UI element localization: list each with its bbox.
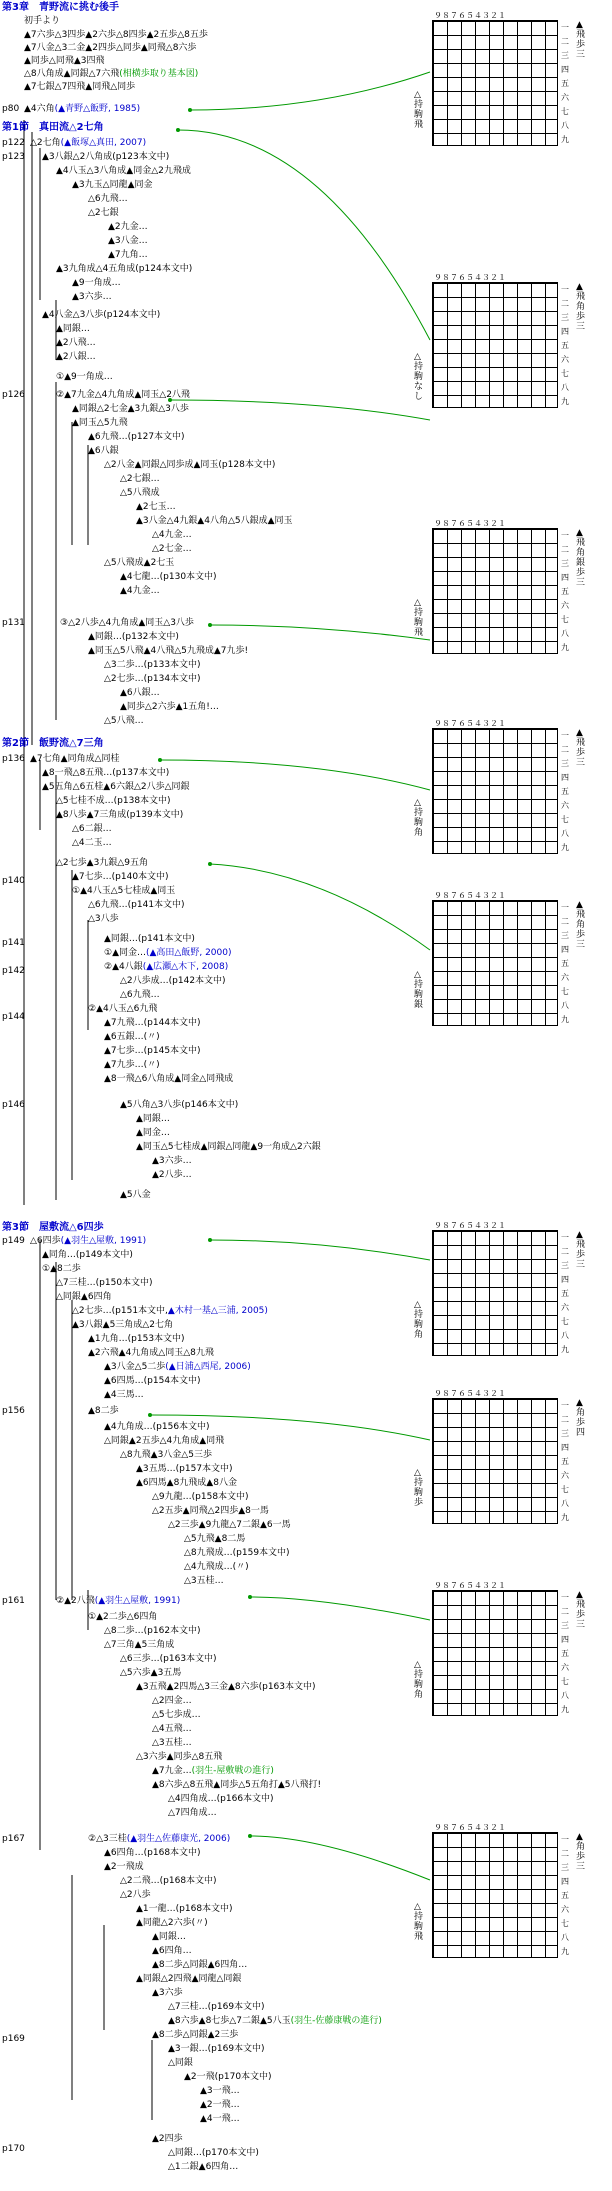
board-row-labels: 一二三四五六七八九 — [561, 903, 569, 1024]
move-line: ▲1九角…(p153本文中) — [88, 1334, 185, 1344]
move-line: ▲7七銀△7四飛▲同飛△同歩 — [24, 82, 136, 92]
move-text: ②▲4八銀 — [104, 962, 143, 972]
shogi-board — [414, 518, 592, 658]
move-line: △6九飛…(p141本文中) — [88, 900, 185, 910]
move-line: △6九飛… — [88, 194, 128, 204]
shogi-board — [414, 718, 592, 858]
move-line: △3五桂… — [184, 1576, 224, 1586]
move-line: ▲7九歩…(〃) — [104, 1060, 160, 1070]
annotation: (羽生-屋敷戦の進行) — [191, 1766, 274, 1776]
sente-hand: ▲飛歩三 — [576, 20, 586, 60]
shogi-board — [414, 890, 592, 1030]
gote-hand: △持駒 飛 — [414, 90, 424, 130]
board-row-labels: 一二三四五六七八九 — [561, 1593, 569, 1714]
move-line — [24, 69, 198, 80]
move-line — [24, 104, 140, 115]
move-line: ▲3一銀…(p169本文中) — [168, 2044, 265, 2054]
board-row-labels: 一二三四五六七八九 — [561, 1835, 569, 1956]
board-column-labels: ９８７６５４３２１ — [434, 719, 506, 728]
move-line: △5八飛… — [104, 716, 144, 726]
move-line: ▲2一飛… — [200, 2100, 240, 2110]
board-row-labels: 一二三四五六七八九 — [561, 531, 569, 652]
move-line: ①▲4八玉△5七桂成▲同玉 — [72, 886, 176, 896]
gote-hand: △持駒 角 — [414, 1660, 424, 1700]
annotation: (羽生-佐藤康戦の進行) — [290, 2016, 382, 2026]
move-line: ▲4九角成…(p156本文中) — [104, 1422, 210, 1432]
move-line: ▲同銀… — [56, 324, 90, 334]
gote-hand: △持駒 角 — [414, 1300, 424, 1340]
move-line — [152, 1766, 274, 1777]
move-line: ▲5八金 — [120, 1190, 151, 1200]
gote-hand: △持駒 歩 — [414, 1468, 424, 1508]
move-line: ▲7八金△3二金▲2四歩△同歩▲同飛△8六歩 — [24, 43, 197, 53]
move-line: △3八歩 — [88, 914, 119, 924]
move-line: ▲同金… — [136, 1128, 170, 1138]
move-text: ▲3八金△5二歩 — [104, 1362, 166, 1372]
move-line: ▲8八歩▲7三角成(p139本文中) — [56, 810, 184, 820]
move-line: ▲5八角△3八歩(p146本文中) — [120, 1100, 239, 1110]
move-line: ▲8二歩△同銀▲6四角… — [152, 1960, 248, 1970]
move-line: ▲同玉△5八飛▲4八飛△5九飛成▲7九歩! — [88, 646, 249, 656]
page-ref: p123 — [2, 152, 25, 162]
move-line: ▲3六歩… — [152, 1156, 192, 1166]
game-ref: (▲広瀬△木下, 2008) — [142, 962, 229, 972]
page-ref: p169 — [2, 2034, 25, 2044]
board-grid — [432, 282, 558, 408]
move-line: ▲同角…(p149本文中) — [42, 1250, 133, 1260]
move-line: ▲7九角… — [108, 250, 148, 260]
move-line: △4五飛… — [152, 1724, 192, 1734]
move-line: ▲3九角成△4五角成(p124本文中) — [56, 264, 193, 274]
move-line: △2八金▲同銀△同歩成▲同玉(p128本文中) — [104, 460, 276, 470]
move-line: ▲2七玉… — [136, 502, 176, 512]
move-line: ▲6四角… — [152, 1946, 192, 1956]
page-ref: p161 — [2, 1596, 25, 1606]
move-line: △5九飛▲8二馬 — [184, 1534, 246, 1544]
move-line: △9九龍…(p158本文中) — [152, 1492, 249, 1502]
move-line: △8九飛成…(p159本文中) — [184, 1548, 290, 1558]
move-line: △2七歩▲3九銀△9五角 — [56, 858, 148, 868]
gote-hand: △持駒 角 — [414, 798, 424, 838]
move-line: △2七銀 — [88, 208, 119, 218]
move-line — [56, 1596, 180, 1607]
board-column-labels: ９８７６５４３２１ — [434, 519, 506, 528]
move-line: △6二銀… — [72, 824, 112, 834]
move-line: ▲3五飛▲2四馬△3三金▲8六歩(p163本文中) — [136, 1682, 316, 1692]
move-line: ▲2八銀… — [56, 352, 96, 362]
move-line: △5七桂不成…(p138本文中) — [56, 796, 171, 806]
move-line: △7三角▲5三角成 — [104, 1640, 175, 1650]
move-line: ▲同銀△2四飛▲同龍△同銀 — [136, 1974, 242, 1984]
move-line: △4四角成…(p166本文中) — [168, 1794, 274, 1804]
page-ref: p170 — [2, 2144, 25, 2154]
move-line: ▲4七龍…(p130本文中) — [120, 572, 217, 582]
move-line: ▲6八銀… — [120, 688, 160, 698]
section-title-2: 第2節 飯野流△7三角 — [2, 738, 104, 749]
board-grid — [432, 1398, 558, 1524]
move-line: △2三歩▲9九龍△7二銀▲6一馬 — [168, 1520, 291, 1530]
move-line: △5六歩▲3五馬 — [120, 1668, 182, 1678]
move-line: ▲2一飛(p170本文中) — [184, 2072, 272, 2082]
move-line: △7四角成… — [168, 1808, 217, 1818]
move-line: ▲8六歩△8五飛▲同歩△5五角打▲5八飛打! — [152, 1780, 322, 1790]
move-line: △2二飛…(p168本文中) — [120, 1876, 217, 1886]
move-line: ②▲7九金△4九角成▲同玉△2八飛 — [56, 390, 190, 400]
move-line: ①▲8二歩 — [42, 1264, 81, 1274]
move-line: ▲同銀△2七金▲3九銀△3八歩 — [72, 404, 189, 414]
board-column-labels: ９８７６５４３２１ — [434, 1389, 506, 1398]
move-line — [30, 1236, 146, 1247]
move-line: ▲8一飛△8五飛…(p137本文中) — [42, 768, 170, 778]
sente-hand: ▲飛角歩三 — [576, 282, 586, 332]
move-line: ▲同銀… — [152, 1932, 186, 1942]
move-line: △6九飛… — [120, 990, 160, 1000]
move-line — [30, 138, 146, 149]
move-line: ▲同歩△2六歩▲1五角!… — [120, 702, 219, 712]
move-line: ▲8二歩 — [88, 1406, 119, 1416]
move-line: ①▲2二歩△6四角 — [88, 1612, 158, 1622]
gote-hand: △持駒 銀 — [414, 970, 424, 1010]
move-line: ▲8二歩△同銀▲2三歩 — [152, 2030, 239, 2040]
move-line: ▲2六飛▲4九角成△同玉△8九飛 — [88, 1348, 214, 1358]
move-line: △7三桂…(p150本文中) — [56, 1278, 153, 1288]
move-line: ▲6四角…(p168本文中) — [104, 1848, 201, 1858]
board-column-labels: ９８７６５４３２１ — [434, 1581, 506, 1590]
move-line: ①▲9一角成… — [56, 372, 113, 382]
move-line: △7三桂…(p169本文中) — [168, 2002, 265, 2012]
move-text: △6四歩 — [30, 1236, 61, 1246]
section-title-3: 第3節 屋敷流△6四歩 — [2, 1222, 104, 1233]
move-line: △4二玉… — [72, 838, 112, 848]
game-ref: ▲木村一基△三浦, 2005) — [167, 1306, 268, 1316]
shogi-board — [414, 272, 592, 412]
move-text: ②▲2八飛 — [56, 1596, 95, 1606]
board-grid — [432, 20, 558, 146]
move-line: ③△2八歩△4九角成▲同玉△3八歩 — [60, 618, 194, 628]
move-line: ▲6四馬…(p154本文中) — [104, 1376, 201, 1386]
move-line — [104, 962, 228, 973]
move-line: △同銀▲2五歩△4九角成▲同飛 — [104, 1436, 225, 1446]
move-line: ▲7七歩…(p140本文中) — [72, 872, 169, 882]
move-line: ▲2八飛… — [56, 338, 96, 348]
shogi-board — [414, 1822, 592, 1962]
sente-hand: ▲飛角銀歩三 — [576, 528, 586, 588]
move-line: 初手より — [24, 16, 61, 26]
move-line: △2七歩…(p134本文中) — [104, 674, 201, 684]
sente-hand: ▲飛角歩三 — [576, 900, 586, 950]
move-line: ▲2八歩… — [152, 1170, 192, 1180]
sente-hand: ▲角歩四 — [576, 1398, 586, 1438]
move-line: ▲同玉△5九飛 — [72, 418, 128, 428]
shogi-board — [414, 1580, 592, 1720]
move-line: △3五桂… — [152, 1738, 192, 1748]
sente-hand: ▲飛歩三 — [576, 1230, 586, 1270]
board-row-labels: 一二三四五六七八九 — [561, 1233, 569, 1354]
shogi-board — [414, 1388, 592, 1528]
move-line: △6三歩…(p163本文中) — [120, 1654, 217, 1664]
move-line: ▲8一飛△6八角成▲同金△同飛成 — [104, 1074, 234, 1084]
move-line: ▲2四歩 — [152, 2134, 183, 2144]
board-row-labels: 一二三四五六七八九 — [561, 23, 569, 144]
move-line: ②▲4八玉△6九飛 — [88, 1004, 158, 1014]
move-line: △1二銀▲6四角… — [168, 2162, 239, 2172]
move-line: ▲3五馬…(p157本文中) — [136, 1464, 233, 1474]
move-line: △2七金… — [152, 544, 192, 554]
move-line: ▲3八銀△2八角成(p123本文中) — [42, 152, 170, 162]
page-ref: p156 — [2, 1406, 25, 1416]
move-text: △2七角 — [30, 138, 61, 148]
move-line: △5七歩成… — [152, 1710, 201, 1720]
shogi-board — [414, 10, 592, 150]
move-line: ▲同銀… — [136, 1114, 170, 1124]
move-text: ▲7九金… — [152, 1766, 192, 1776]
move-line: ▲同銀…(p132本文中) — [88, 632, 179, 642]
board-column-labels: ９８７６５４３２１ — [434, 1823, 506, 1832]
move-line: △3二歩…(p133本文中) — [104, 660, 201, 670]
shogi-board — [414, 1220, 592, 1360]
page-ref: p131 — [2, 618, 25, 628]
game-ref: (▲日浦△西尾, 2006) — [165, 1362, 251, 1372]
game-ref: (▲羽生△佐藤康光, 2006) — [126, 1834, 231, 1844]
move-line — [168, 2016, 382, 2027]
move-line: △4九金… — [152, 530, 192, 540]
game-ref: (▲飯塚△真田, 2007) — [60, 138, 147, 148]
move-line: ▲同玉△5七桂成▲同銀△同龍▲9一角成△2六銀 — [136, 1142, 321, 1152]
move-line: △8二歩…(p162本文中) — [104, 1626, 201, 1636]
move-line: ▲7七角▲同角成△同桂 — [30, 754, 120, 764]
move-line: ▲2九金… — [108, 222, 148, 232]
move-line: △4九飛成…(〃) — [184, 1562, 249, 1572]
sente-hand: ▲飛歩三 — [576, 728, 586, 768]
move-line: △5八飛成 — [120, 488, 160, 498]
move-line: △同銀…(p170本文中) — [168, 2148, 259, 2158]
move-text: △8八角成▲同銀△7六飛 — [24, 69, 120, 79]
game-ref: (▲青野△飯野, 1985) — [54, 104, 141, 114]
move-line: ▲同歩△同飛▲3四飛 — [24, 56, 105, 66]
game-ref: (▲羽生△屋敷, 1991) — [60, 1236, 147, 1246]
move-line: ▲5五角△6五桂▲6六銀△2八歩△同銀 — [42, 782, 190, 792]
board-row-labels: 一二三四五六七八九 — [561, 285, 569, 406]
move-line: ▲同銀…(p141本文中) — [104, 934, 195, 944]
board-column-labels: ９８７６５４３２１ — [434, 1221, 506, 1230]
board-grid — [432, 1590, 558, 1716]
move-line — [88, 1834, 230, 1845]
move-line: ▲3八金△4九銀▲4八角△5八銀成▲同玉 — [136, 516, 293, 526]
game-ref: (▲高田△飯野, 2000) — [146, 948, 232, 958]
move-line: △8九飛▲3八金△5三歩 — [120, 1450, 212, 1460]
board-grid — [432, 1832, 558, 1958]
move-line: ▲3六歩… — [72, 292, 112, 302]
move-line: ▲9一角成… — [72, 278, 121, 288]
sente-hand: ▲角歩三 — [576, 1832, 586, 1872]
game-ref: (▲羽生△屋敷, 1991) — [94, 1596, 181, 1606]
gote-hand: △持駒 なし — [414, 352, 424, 402]
sente-hand: ▲飛歩三 — [576, 1590, 586, 1630]
move-line: ▲4一飛… — [200, 2114, 240, 2124]
page-ref: p167 — [2, 1834, 25, 1844]
board-grid — [432, 1230, 558, 1356]
page-ref: p141 — [2, 938, 25, 948]
move-line: ▲7七歩…(p145本文中) — [104, 1046, 201, 1056]
move-line: ▲3八金… — [108, 236, 148, 246]
move-text: ▲4六角 — [24, 104, 55, 114]
board-column-labels: ９８７６５４３２１ — [434, 11, 506, 20]
board-row-labels: 一二三四五六七八九 — [561, 1401, 569, 1522]
move-line — [104, 948, 232, 959]
annotation: (相横歩取り基本図) — [119, 69, 199, 79]
move-line — [72, 1306, 268, 1317]
board-grid — [432, 728, 558, 854]
move-line: ▲6九飛…(p127本文中) — [88, 432, 185, 442]
move-text: ▲8六歩▲8七歩△7二銀▲5八玉 — [168, 2016, 291, 2026]
board-column-labels: ９８７６５４３２１ — [434, 273, 506, 282]
move-line — [104, 1362, 251, 1373]
move-text: ②△3三桂 — [88, 1834, 127, 1844]
page-ref: p140 — [2, 876, 25, 886]
move-line: △2八歩 — [120, 1890, 151, 1900]
move-line: △2四金… — [152, 1696, 192, 1706]
move-line: △2八歩成…(p142本文中) — [120, 976, 226, 986]
move-line: ▲7九飛…(p144本文中) — [104, 1018, 201, 1028]
move-line: ▲3六歩 — [152, 1988, 183, 1998]
board-grid — [432, 528, 558, 654]
page-ref: p144 — [2, 1012, 25, 1022]
move-line: ▲3九玉△同龍▲同金 — [72, 180, 153, 190]
move-line: ▲4九金… — [120, 586, 160, 596]
move-line: ▲1一龍…(p168本文中) — [136, 1904, 233, 1914]
gote-hand: △持駒 飛 — [414, 1902, 424, 1942]
move-line: ▲4八金△3八歩(p124本文中) — [42, 310, 161, 320]
move-line: ▲4八玉△3八角成▲同金△2九飛成 — [56, 166, 191, 176]
move-line: △同銀 — [168, 2058, 193, 2068]
move-line: △2七銀… — [120, 474, 160, 484]
move-text: △2七歩…(p151本文中, — [72, 1306, 168, 1316]
move-line: ▲6五銀…(〃) — [104, 1032, 160, 1042]
move-line: ▲同龍△2六歩(〃) — [136, 1918, 208, 1928]
board-column-labels: ９８７６５４３２１ — [434, 891, 506, 900]
chapter-title: 第3章 青野流に挑む後手 — [2, 2, 119, 13]
move-line: ▲3一飛… — [200, 2086, 240, 2096]
move-line: ▲6四馬▲8九飛成▲8八金 — [136, 1478, 237, 1488]
board-row-labels: 一二三四五六七八九 — [561, 731, 569, 852]
move-line: ▲7六歩△3四歩▲2六歩△8四歩▲2五歩△8五歩 — [24, 30, 208, 40]
page-ref: p146 — [2, 1100, 25, 1110]
move-line: ▲6八銀 — [88, 446, 119, 456]
move-line: △5八飛成▲2七玉 — [104, 558, 175, 568]
gote-hand: △持駒 飛 — [414, 598, 424, 638]
page-ref: p122 — [2, 138, 25, 148]
board-grid — [432, 900, 558, 1026]
section-title-1: 第1節 真田流△2七角 — [2, 122, 104, 133]
move-line: △2五歩▲同飛△2四歩▲8一馬 — [152, 1506, 269, 1516]
page-ref: p126 — [2, 390, 25, 400]
page-ref: p149 — [2, 1236, 25, 1246]
page-ref: p136 — [2, 754, 25, 764]
move-line: ▲2一飛成 — [104, 1862, 144, 1872]
move-line: △3六歩▲同歩△8五飛 — [136, 1752, 223, 1762]
move-text: ①▲同金… — [104, 948, 146, 958]
move-line: ▲3八銀▲5三角成△2七角 — [72, 1320, 173, 1330]
move-line: ▲4三馬… — [104, 1390, 144, 1400]
page-ref: p142 — [2, 966, 25, 976]
move-line: △同銀▲6四角 — [56, 1292, 112, 1302]
page-ref: p80 — [2, 104, 20, 114]
